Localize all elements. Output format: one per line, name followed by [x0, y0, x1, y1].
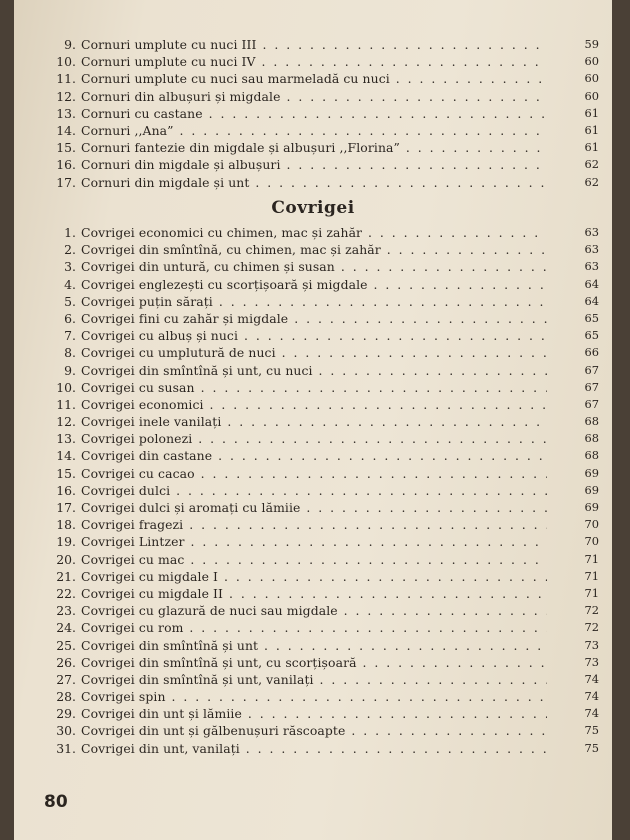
toc-entry — [44, 568, 599, 585]
toc-entry — [44, 241, 599, 258]
entry-number: 24. — [56, 620, 76, 636]
entry-number: 29. — [56, 706, 76, 722]
section-title-covrigei: Covrigei — [271, 198, 355, 218]
entry-number: 10. — [56, 379, 76, 395]
entry-page-number: 69 — [584, 482, 599, 497]
entry-page-number: 71 — [584, 568, 599, 583]
entry-number: 23. — [56, 603, 76, 619]
entry-page-number: 64 — [584, 276, 599, 291]
entry-title: Cornuri din migdale și albușuri . . . — [81, 156, 547, 173]
toc-entry — [44, 602, 599, 619]
entry-number: 17. — [56, 174, 76, 190]
entry-number: 3. — [64, 259, 76, 275]
entry-title: Covrigei cu susan . . . — [81, 379, 547, 396]
toc-entry — [44, 705, 599, 722]
toc-entry — [44, 362, 599, 379]
entry-page-number: 71 — [584, 585, 599, 600]
toc-entry — [44, 327, 599, 344]
toc-entry — [44, 740, 599, 757]
entry-page-number: 70 — [584, 534, 599, 549]
entry-page-number: 60 — [584, 71, 599, 86]
entry-title: Covrigei din unt și lămiie . . . — [81, 705, 547, 722]
entry-page-number: 61 — [584, 122, 599, 137]
toc-entry — [44, 174, 599, 191]
toc-entry — [44, 224, 599, 241]
entry-title: Covrigei fragezi . . . — [81, 516, 547, 533]
entry-page-number: 69 — [584, 465, 599, 480]
entry-number: 7. — [64, 328, 76, 344]
entry-number: 15. — [56, 140, 76, 156]
entry-page-number: 67 — [584, 396, 599, 411]
entry-page-number: 65 — [584, 328, 599, 343]
entry-title: Cornuri ,,Ana” . . . — [81, 122, 547, 139]
entry-title: Covrigei din castane . . . — [81, 447, 547, 464]
entry-title: Covrigei din smîntînă și unt . . . — [81, 637, 547, 654]
entry-title: Covrigei economici . . . — [81, 396, 547, 413]
entry-title: Covrigei din smîntînă și unt, vanilați . . . — [81, 671, 547, 688]
toc-entry — [44, 70, 599, 87]
entry-number: 12. — [56, 414, 76, 430]
entry-number: 2. — [64, 242, 76, 258]
entry-number: 16. — [56, 482, 76, 498]
entry-number: 14. — [56, 448, 76, 464]
entry-number: 26. — [56, 654, 76, 670]
entry-page-number: 61 — [584, 140, 599, 155]
entry-title: Covrigei polonezi . . . — [81, 430, 547, 447]
entry-number: 6. — [64, 310, 76, 326]
toc-entry — [44, 379, 599, 396]
cornuri-list — [44, 36, 599, 191]
entry-number: 22. — [56, 585, 76, 601]
entry-title: Covrigei inele vanilați . . . — [81, 413, 547, 430]
entry-number: 9. — [64, 37, 76, 52]
entry-title: Covrigei cu migdale I . . . — [81, 568, 547, 585]
entry-number: 28. — [56, 689, 76, 705]
entry-page-number: 67 — [584, 379, 599, 394]
entry-number: 5. — [64, 293, 76, 309]
entry-number: 21. — [56, 568, 76, 584]
entry-page-number: 68 — [584, 431, 599, 446]
entry-number: 25. — [56, 637, 76, 653]
entry-number: 13. — [56, 431, 76, 447]
entry-number: 17. — [56, 500, 76, 515]
entry-page-number: 68 — [584, 448, 599, 463]
toc-entry — [44, 276, 599, 293]
entry-page-number: 61 — [584, 105, 599, 120]
toc-entry — [44, 413, 599, 430]
toc-entry — [44, 139, 599, 156]
entry-page-number: 73 — [584, 654, 599, 669]
entry-number: 1. — [64, 225, 76, 240]
entry-page-number: 62 — [584, 157, 599, 172]
entry-page-number: 70 — [584, 517, 599, 532]
toc-entry — [44, 36, 599, 53]
entry-number: 13. — [56, 105, 76, 121]
entry-title: Covrigei din smîntînă și unt, cu nuci . . . — [81, 362, 547, 379]
toc-entry — [44, 310, 599, 327]
book-page — [14, 0, 612, 840]
toc-entry — [44, 482, 599, 499]
entry-page-number: 75 — [584, 723, 599, 738]
entry-number: 15. — [56, 465, 76, 481]
entry-number: 31. — [56, 740, 76, 756]
entry-title: Covrigei din unt și gălbenușuri răscoapte . . . — [81, 722, 547, 739]
entry-page-number: 63 — [584, 225, 599, 239]
entry-title: Covrigei cu glazură de nuci sau migdale . . . — [81, 602, 547, 619]
entry-number: 18. — [56, 517, 76, 533]
entry-page-number: 60 — [584, 54, 599, 69]
entry-page-number: 69 — [584, 500, 599, 514]
entry-number: 10. — [56, 54, 76, 70]
entry-title: Covrigei fini cu zahăr și migdale . . . — [81, 310, 547, 327]
entry-title: Covrigei cu mac . . . — [81, 551, 547, 568]
entry-title: Covrigei din untură, cu chimen și susan . . . — [81, 258, 547, 275]
entry-title: Covrigei Lintzer . . . — [81, 533, 547, 550]
toc-entry — [44, 396, 599, 413]
entry-number: 8. — [64, 345, 76, 361]
toc-entry — [44, 122, 599, 139]
toc-entry — [44, 619, 599, 636]
toc-entry — [44, 551, 599, 568]
entry-title: Covrigei cu migdale II . . . — [81, 585, 547, 602]
toc-entry — [44, 447, 599, 464]
toc-entry — [44, 516, 599, 533]
entry-page-number: 63 — [584, 259, 599, 274]
toc-entry — [44, 637, 599, 654]
entry-title: Covrigei puțin sărați . . . — [81, 293, 547, 310]
entry-page-number: 66 — [584, 345, 599, 360]
toc-entry — [44, 688, 599, 705]
entry-page-number: 62 — [584, 174, 599, 189]
toc-entry — [44, 105, 599, 122]
toc-entry — [44, 53, 599, 70]
entry-page-number: 71 — [584, 551, 599, 566]
entry-title: Covrigei economici cu chimen, mac și zahăr . . . — [81, 224, 547, 241]
entry-page-number: 74 — [584, 706, 599, 721]
entry-page-number: 74 — [584, 671, 599, 686]
entry-title: Cornuri din albușuri și migdale . . . — [81, 88, 547, 105]
entry-number: 9. — [64, 362, 76, 378]
entry-number: 11. — [56, 71, 76, 87]
entry-number: 4. — [64, 276, 76, 292]
entry-number: 14. — [56, 122, 76, 138]
toc-entry — [44, 344, 599, 361]
entry-page-number: 60 — [584, 88, 599, 103]
entry-title: Covrigei din smîntînă și unt, cu scorțișoară . . . — [81, 654, 547, 671]
entry-page-number: 72 — [584, 620, 599, 635]
entry-title: Cornuri umplute cu nuci sau marmeladă cu nuci . . . — [81, 70, 547, 87]
entry-title: Cornuri umplute cu nuci III . . . — [81, 36, 547, 53]
toc-entry — [44, 258, 599, 275]
entry-number: 12. — [56, 88, 76, 104]
entry-page-number: 67 — [584, 362, 599, 377]
toc-entry — [44, 430, 599, 447]
entry-number: 11. — [56, 396, 76, 412]
entry-title: Covrigei cu rom . . . — [81, 619, 547, 636]
entry-title: Covrigei englezești cu scorțișoară și migdale . . . — [81, 276, 547, 293]
entry-title: Covrigei din unt, vanilați . . . — [81, 740, 547, 757]
entry-number: 27. — [56, 671, 76, 687]
toc-entry — [44, 156, 599, 173]
entry-title: Covrigei dulci . . . — [81, 482, 547, 499]
entry-title: Covrigei cu albuș și nuci . . . — [81, 327, 547, 344]
entry-page-number: 59 — [584, 37, 599, 51]
entry-page-number: 72 — [584, 603, 599, 618]
toc-entry — [44, 499, 599, 516]
entry-title: Covrigei cu cacao . . . — [81, 465, 547, 482]
toc-entry — [44, 88, 599, 105]
entry-title: Covrigei cu umplutură de nuci . . . — [81, 344, 547, 361]
toc-entry — [44, 722, 599, 739]
entry-page-number: 63 — [584, 242, 599, 257]
entry-page-number: 68 — [584, 414, 599, 429]
entry-title: Cornuri cu castane . . . — [81, 105, 547, 122]
toc-entry — [44, 585, 599, 602]
toc-entry — [44, 465, 599, 482]
page-number: 80 — [44, 792, 68, 812]
entry-title: Cornuri fantezie din migdale și albușuri ,,Florina” . . . — [81, 139, 547, 156]
entry-number: 16. — [56, 157, 76, 173]
covrigei-list — [44, 224, 599, 757]
toc-entry — [44, 533, 599, 550]
entry-title: Covrigei dulci și aromați cu lămiie . . . — [81, 499, 547, 516]
entry-number: 30. — [56, 723, 76, 739]
entry-title: Covrigei din smîntînă, cu chimen, mac și zahăr . . . — [81, 241, 547, 258]
toc-entry — [44, 671, 599, 688]
entry-number: 20. — [56, 551, 76, 567]
entry-number: 19. — [56, 534, 76, 550]
entry-title: Cornuri umplute cu nuci IV . . . — [81, 53, 547, 70]
entry-page-number: 74 — [584, 689, 599, 704]
toc-entry — [44, 293, 599, 310]
entry-page-number: 75 — [584, 740, 599, 755]
entry-page-number: 65 — [584, 310, 599, 325]
entry-title: Covrigei spin . . . — [81, 688, 547, 705]
entry-page-number: 73 — [584, 637, 599, 652]
entry-title: Cornuri din migdale și unt . . . — [81, 174, 547, 191]
entry-page-number: 64 — [584, 293, 599, 308]
toc-entry — [44, 654, 599, 671]
